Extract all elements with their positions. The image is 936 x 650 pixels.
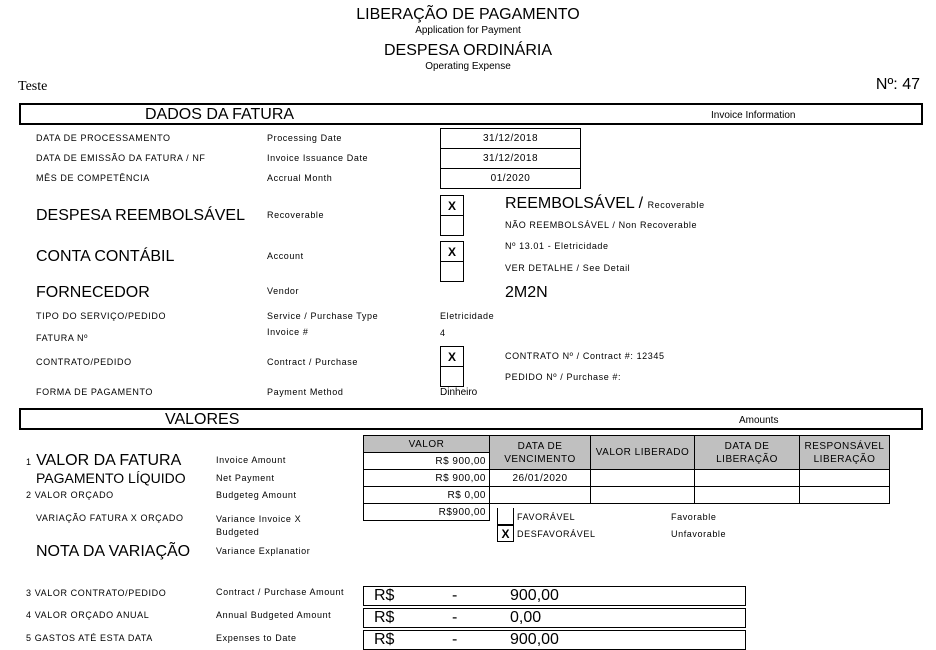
budgeted-amount-label: [26, 490, 114, 500]
service-type-label: TIPO DO SERVIÇO/PEDIDO: [36, 311, 167, 321]
budgeted-amount-value: R$ 0,00: [364, 487, 490, 504]
account-number-checkbox[interactable]: X: [440, 241, 464, 262]
amount-value: 900,00: [510, 631, 559, 648]
document-number: Nº: 47: [875, 76, 920, 93]
dash: -: [452, 587, 458, 604]
released-amount-value: [591, 487, 695, 504]
account-label-en: Account: [267, 251, 304, 261]
release-date-value: [695, 470, 800, 487]
contract-label: CONTRATO/PEDIDO: [36, 357, 132, 367]
empty-cell: [800, 504, 890, 521]
recoverable-option-text-en: Recoverable: [647, 200, 705, 210]
issuance-date-label-en: Invoice Issuance Date: [267, 153, 369, 163]
variance-value: R$900,00: [364, 504, 490, 521]
column-header: VALOR: [364, 436, 490, 453]
recoverable-option-text: REEMBOLSÁVEL /: [505, 195, 648, 212]
document-title-en: Application for Payment: [415, 25, 521, 36]
issuance-date-value: 31/12/2018: [440, 148, 581, 169]
document-subtitle-en: Operating Expense: [425, 61, 511, 72]
column-header: DATA DE LIBERAÇÃO: [695, 436, 800, 470]
contract-number-label: CONTRATO Nº / Contract #: 12345: [505, 351, 665, 361]
expenses-to-date-label-en: Expenses to Date: [216, 633, 297, 643]
due-date-value: [490, 487, 591, 504]
table-row: [364, 487, 890, 504]
unfavorable-label-en: Unfavorable: [671, 529, 727, 539]
currency-symbol: R$: [374, 631, 395, 648]
invoice-section-header: [19, 103, 923, 125]
processing-date-label-en: Processing Date: [267, 133, 343, 143]
currency-symbol: R$: [374, 587, 395, 604]
recoverable-label: DESPESA REEMBOLSÁVEL: [36, 207, 245, 224]
recoverable-checkbox[interactable]: X: [440, 195, 464, 216]
favorable-label-en: Favorable: [671, 512, 717, 522]
payment-method-label: FORMA DE PAGAMENTO: [36, 387, 153, 397]
release-date-value: [695, 487, 800, 504]
invoice-amount-value: R$ 900,00: [364, 453, 490, 470]
accrual-month-value: 01/2020: [440, 168, 581, 189]
service-type-value: Eletricidade: [440, 311, 495, 321]
company-name: Teste: [18, 79, 48, 94]
variance-label-en: Variance Invoice X Budgeted: [216, 514, 302, 537]
row-number: 2: [26, 490, 32, 500]
favorable-checkbox[interactable]: [497, 508, 514, 525]
document-subtitle: DESPESA ORDINÁRIA: [383, 42, 553, 59]
contract-amount-field: [363, 586, 746, 606]
annual-budget-label-en: Annual Budgeted Amount: [216, 610, 332, 620]
recoverable-option-label: [505, 195, 705, 213]
recoverable-label-en: Recoverable: [267, 210, 325, 220]
budgeted-amount-label-en: Budgeteg Amount: [216, 490, 297, 500]
row-label: VALOR ORÇADO: [34, 490, 114, 500]
invoice-number-value: 4: [440, 328, 446, 338]
net-payment-value: R$ 900,00: [364, 470, 490, 487]
row-label: VALOR DA FATURA: [36, 452, 182, 469]
vendor-value: 2M2N: [505, 284, 548, 301]
net-payment-label-en: Net Payment: [216, 473, 275, 483]
expenses-to-date-label: 5 GASTOS ATÉ ESTA DATA: [26, 633, 153, 643]
contract-amount-label-en: Contract / Purchase Amount: [216, 587, 345, 597]
row-number: 1: [26, 457, 32, 467]
section-title-en: Amounts: [739, 415, 779, 426]
section-title: VALORES: [165, 411, 240, 428]
table-row: [364, 504, 890, 521]
column-header: VALOR LIBERADO: [591, 436, 695, 470]
purchase-number-label: PEDIDO Nº / Purchase #:: [505, 372, 622, 382]
issuance-date-label: DATA DE EMISSÃO DA FATURA / NF: [36, 153, 206, 163]
section-title-en: Invoice Information: [711, 110, 796, 121]
favorable-label: FAVORÁVEL: [517, 512, 576, 522]
accrual-month-label: MÊS DE COMPETÊNCIA: [36, 173, 150, 183]
due-date-value: 26/01/2020: [490, 470, 591, 487]
payment-method-value: Dinheiro: [440, 387, 478, 398]
values-table: [363, 435, 890, 521]
annual-budget-label: 4 VALOR ORÇADO ANUAL: [26, 610, 150, 620]
amount-value: 900,00: [510, 587, 559, 604]
non-recoverable-option-label: NÃO REEMBOLSÁVEL / Non Recoverable: [505, 220, 698, 230]
account-label: CONTA CONTÁBIL: [36, 248, 175, 265]
dash: -: [452, 609, 458, 626]
variance-note-label-en: Variance Explanatior: [216, 546, 311, 556]
released-amount-value: [591, 470, 695, 487]
payment-method-label-en: Payment Method: [267, 387, 344, 397]
release-responsible-value: [800, 487, 890, 504]
currency-symbol: R$: [374, 609, 395, 626]
purchase-checkbox[interactable]: [440, 366, 464, 387]
see-detail-checkbox[interactable]: [440, 261, 464, 282]
service-type-label-en: Service / Purchase Type: [267, 311, 379, 321]
variance-label: VARIAÇÃO FATURA X ORÇADO: [36, 513, 184, 523]
column-header: DATA DE VENCIMENTO: [490, 436, 591, 470]
invoice-amount-label-en: Invoice Amount: [216, 455, 286, 465]
net-payment-label: PAGAMENTO LÍQUIDO: [36, 470, 186, 486]
unfavorable-checkbox[interactable]: X: [497, 525, 514, 542]
contract-label-en: Contract / Purchase: [267, 357, 358, 367]
non-recoverable-checkbox[interactable]: [440, 215, 464, 236]
contract-checkbox[interactable]: X: [440, 346, 464, 367]
section-title: DADOS DA FATURA: [145, 106, 295, 123]
values-section-header: [19, 408, 923, 430]
accrual-month-label-en: Accrual Month: [267, 173, 333, 183]
dash: -: [452, 631, 458, 648]
account-number-label: Nº 13.01 - Eletricidade: [505, 241, 609, 251]
unfavorable-label: DESFAVORÁVEL: [517, 529, 596, 539]
invoice-amount-label: [26, 452, 181, 470]
release-responsible-value: [800, 470, 890, 487]
invoice-number-label-en: Invoice #: [267, 327, 309, 337]
annual-budget-field: [363, 608, 746, 628]
table-row: [364, 470, 890, 487]
variance-note-label: NOTA DA VARIAÇÃO: [36, 543, 191, 560]
see-detail-label: VER DETALHE / See Detail: [505, 263, 631, 273]
vendor-label: FORNECEDOR: [36, 284, 150, 301]
document-title: LIBERAÇÃO DE PAGAMENTO: [356, 6, 580, 23]
expenses-to-date-field: [363, 630, 746, 650]
column-header: RESPONSÁVEL LIBERAÇÃO: [800, 436, 890, 470]
processing-date-label: DATA DE PROCESSAMENTO: [36, 133, 171, 143]
amount-value: 0,00: [510, 609, 542, 626]
invoice-number-label: FATURA Nº: [36, 333, 89, 343]
processing-date-value: 31/12/2018: [440, 128, 581, 149]
contract-amount-label: 3 VALOR CONTRATO/PEDIDO: [26, 588, 167, 598]
vendor-label-en: Vendor: [267, 286, 300, 296]
